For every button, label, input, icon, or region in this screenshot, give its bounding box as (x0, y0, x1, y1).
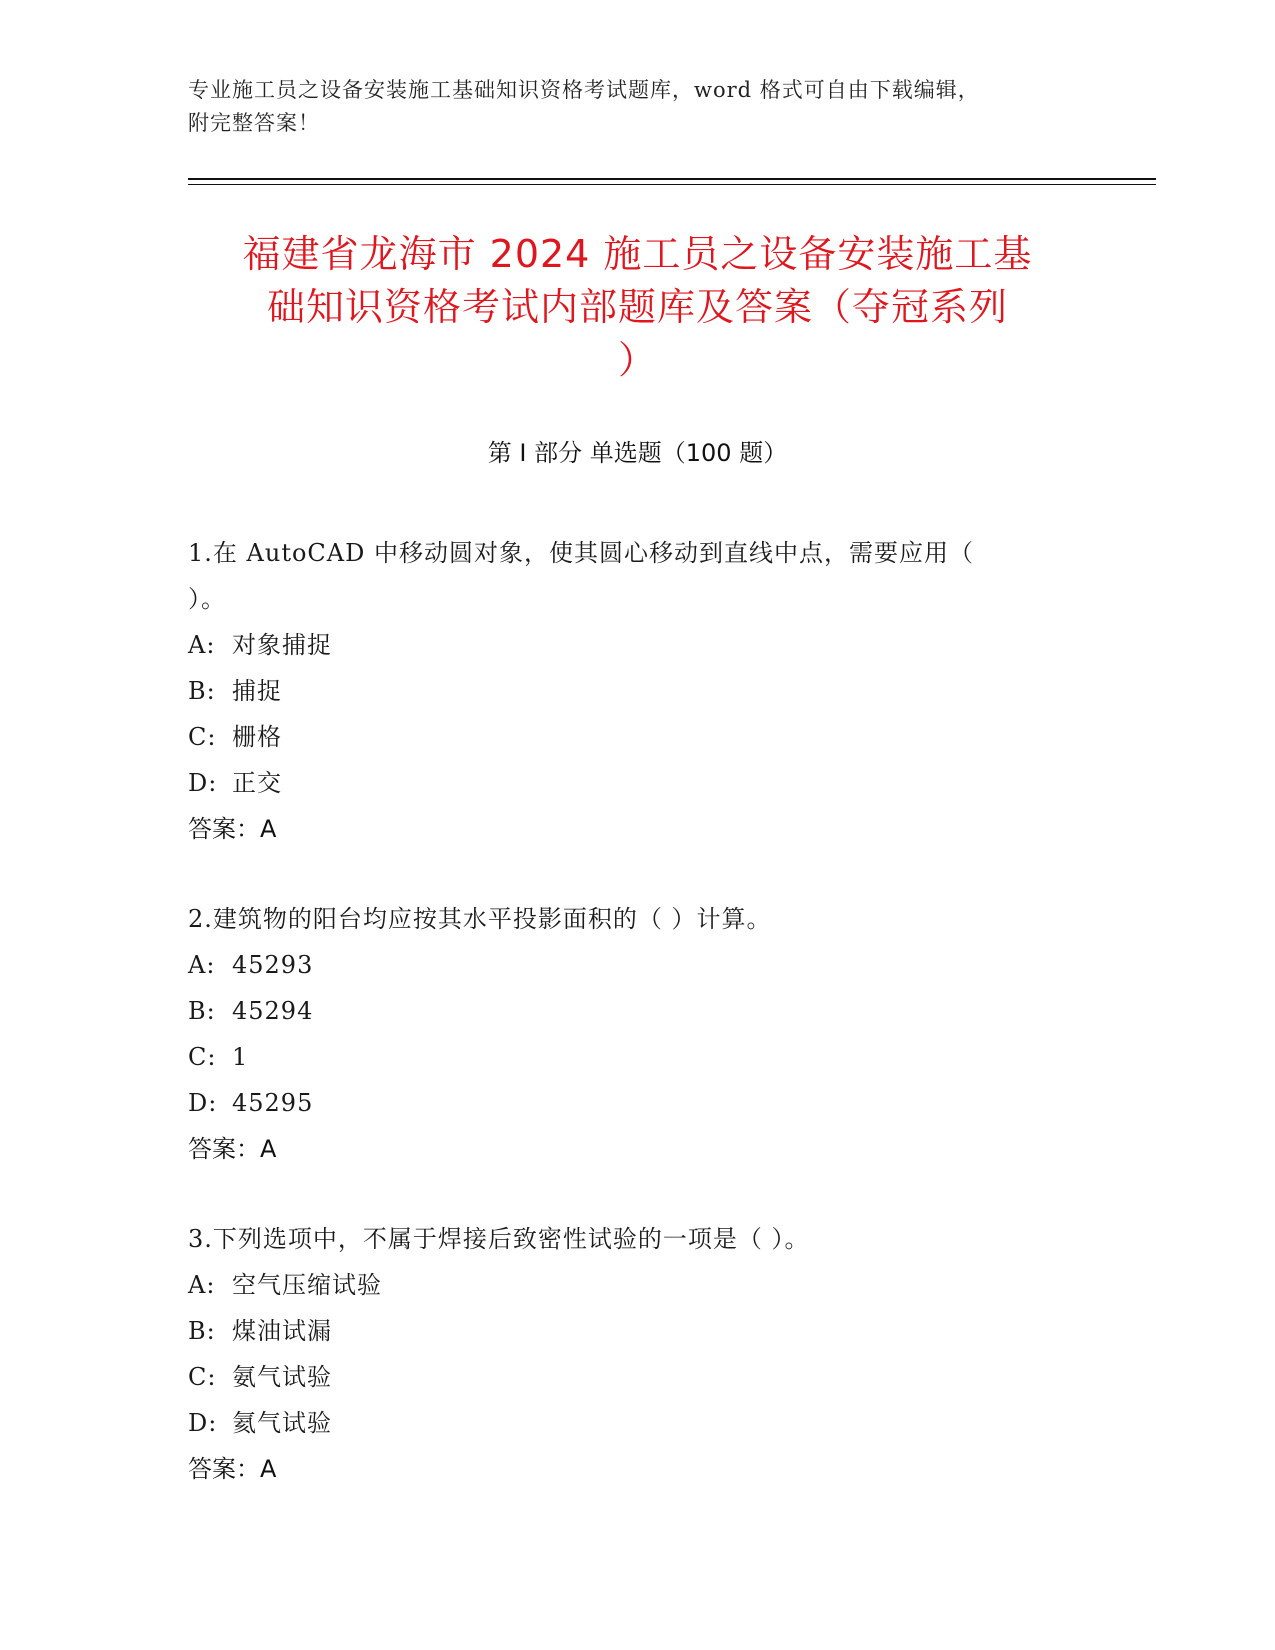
question-stem-line: ）。 (188, 585, 226, 613)
option-key: A: (188, 1271, 216, 1299)
question-1 (188, 530, 1068, 852)
option-text: 空气压缩试验 (232, 1271, 382, 1299)
option-text: 栅格 (232, 723, 282, 751)
header-divider-thin (188, 184, 1156, 185)
option-a (188, 622, 1068, 668)
option-key: C: (188, 1043, 217, 1071)
option-text: 氦气试验 (232, 1409, 332, 1437)
option-text: 煤油试漏 (232, 1317, 332, 1345)
option-text: 对象捕捉 (232, 631, 332, 659)
question-stem (188, 896, 1068, 942)
question-stem-line: 3.下列选项中，不属于焊接后致密性试验的一项是（ ）。 (188, 1225, 810, 1253)
header-note-line2: 附完整答案！ (188, 111, 320, 135)
document-title-line1: 福建省龙海市 2024 施工员之设备安装施工基 (242, 232, 1033, 276)
question-3 (188, 1216, 1068, 1492)
header-divider-thick (188, 178, 1156, 180)
option-text: 45295 (232, 1089, 314, 1117)
option-c (188, 714, 1068, 760)
header-note (188, 74, 1068, 140)
question-spacer (188, 852, 1068, 896)
option-a (188, 1262, 1068, 1308)
question-stem (188, 530, 1068, 622)
document-title (170, 228, 1105, 387)
question-stem (188, 1216, 1068, 1262)
option-key: B: (188, 997, 216, 1025)
option-key: B: (188, 677, 216, 705)
option-d (188, 1080, 1068, 1126)
question-stem-line: 2.建筑物的阳台均应按其水平投影面积的（ ）计算。 (188, 905, 772, 933)
question-2 (188, 896, 1068, 1172)
header-note-line1: 专业施工员之设备安装施工基础知识资格考试题库，word 格式可自由下载编辑， (188, 78, 980, 102)
question-list (188, 530, 1068, 1492)
option-key: C: (188, 723, 217, 751)
section-title: 第 I 部分 单选题（100 题） (487, 439, 788, 467)
option-key: B: (188, 1317, 216, 1345)
document-title-line3: ） (617, 338, 657, 382)
option-key: C: (188, 1363, 217, 1391)
option-text: 捕捉 (232, 677, 282, 705)
option-key: D: (188, 1089, 218, 1117)
option-key: A: (188, 951, 216, 979)
option-key: D: (188, 769, 218, 797)
option-b (188, 1308, 1068, 1354)
option-text: 45294 (232, 997, 314, 1025)
question-stem-line: 1.在 AutoCAD 中移动圆对象，使其圆心移动到直线中点，需要应用（ (188, 539, 974, 567)
option-text: 45293 (232, 951, 314, 979)
option-d (188, 1400, 1068, 1446)
option-text: 1 (232, 1043, 249, 1071)
option-d (188, 760, 1068, 806)
option-c (188, 1034, 1068, 1080)
option-text: 正交 (232, 769, 282, 797)
question-spacer (188, 1172, 1068, 1216)
option-a (188, 942, 1068, 988)
answer-label: 答案：A (188, 815, 277, 843)
option-c (188, 1354, 1068, 1400)
option-key: A: (188, 631, 216, 659)
option-text: 氨气试验 (232, 1363, 332, 1391)
answer-label: 答案：A (188, 1455, 277, 1483)
document-title-line2: 础知识资格考试内部题库及答案（夺冠系列 (266, 285, 1008, 329)
answer-label: 答案：A (188, 1135, 277, 1163)
option-b (188, 988, 1068, 1034)
option-key: D: (188, 1409, 218, 1437)
option-b (188, 668, 1068, 714)
